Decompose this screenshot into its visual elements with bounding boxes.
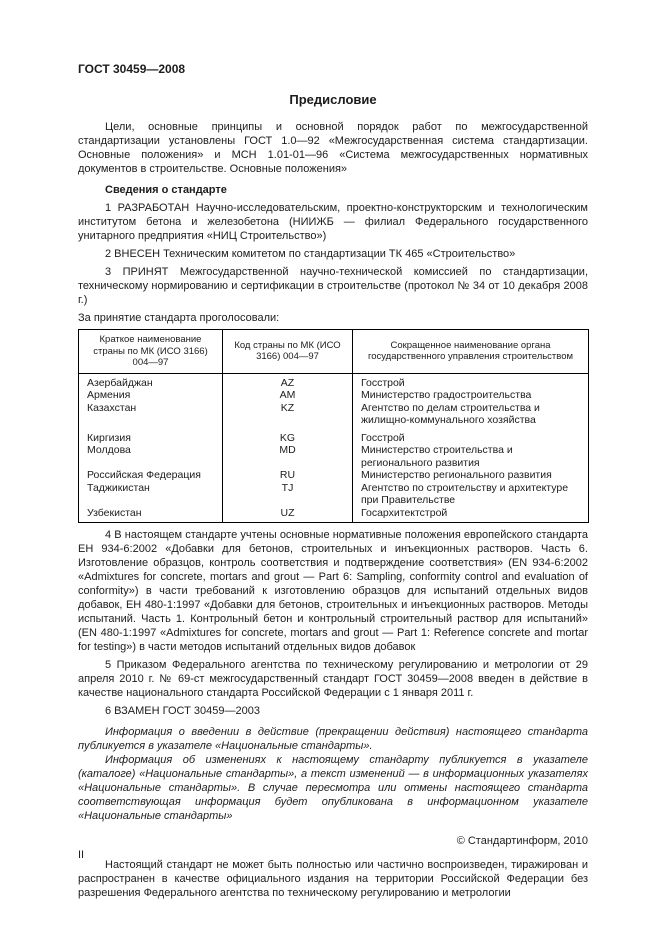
code-cell: AM	[223, 389, 353, 402]
country-cell: Российская Федерация	[87, 469, 201, 481]
info-publication-note-2: Информация об изменениях к настоящему стандарту публикуется в указателе (каталоге) «Национальные стандарты», а текст изменений — в информационных указателях «Национальные стандарты». В случае пересмотра или отмены настоящего стандарта соответствующая информация будет опубликована в информационном указателе «Национальные стандарты»	[78, 754, 588, 822]
table-row	[79, 402, 589, 427]
country-cell: Азербайджан	[87, 376, 153, 389]
country-cell: Узбекистан	[87, 506, 142, 519]
table-row	[79, 507, 589, 523]
agency-cell: Госстрой	[353, 373, 589, 389]
table-row	[79, 373, 589, 389]
code-cell: AZ	[223, 373, 353, 389]
vote-intro-line: За принятие стандарта проголосовали:	[78, 312, 280, 324]
country-cell: Киргизия	[87, 431, 131, 444]
page-content	[78, 62, 588, 900]
reproduction-restriction: Настоящий стандарт не может быть полностью или частично воспроизведен, тиражирован и распространен в качестве официального издания на территории Российской Федерации без разрешения Федерального агентства по техническому регулированию и метрологии	[78, 859, 588, 899]
country-cell: Таджикистан	[87, 481, 150, 494]
doc-number: ГОСТ 30459—2008	[78, 62, 186, 76]
agency-cell: Агентство по делам строительства и жилищно-коммунального хозяйства	[353, 402, 589, 427]
table-row	[79, 482, 589, 507]
table-header-row	[79, 330, 589, 374]
agency-cell: Госархитектстрой	[353, 507, 589, 523]
agency-cell: Агентство по строительству и архитектуре при Правительстве	[353, 482, 589, 507]
item-replaces: 6 ВЗАМЕН ГОСТ 30459—2003	[105, 705, 260, 717]
item-order-enactment: 5 Приказом Федерального агентства по техническому регулированию и метрологии от 29 апреля 2010 г. № 69-ст межгосударственный стандарт ГОСТ 30459—2008 введен в действие в качестве национального стандарта Российской Федерации с 1 января 2011 г.	[78, 659, 588, 699]
page-title: Предисловие	[289, 92, 377, 107]
standard-info-heading: Сведения о стандарте	[105, 184, 227, 196]
item-developed: 1 РАЗРАБОТАН Научно-исследовательским, проектно-конструкторским и технологическим институтом бетона и железобетона (НИИЖБ — филиал Федерального государственного унитарного предприятия «НИЦ Строительство»)	[78, 202, 588, 242]
table-header-code: Код страны по МК (ИСО 3166) 004—97	[223, 330, 353, 374]
voting-table	[78, 329, 589, 523]
code-cell: TJ	[223, 482, 353, 507]
agency-cell: Министерство строительства и регионального развития	[353, 444, 589, 469]
code-cell: KG	[223, 427, 353, 445]
table-row	[79, 427, 589, 445]
info-publication-note-1: Информация о введении в действие (прекращении действия) настоящего стандарта публикуется в указателе «Национальные стандарты».	[78, 726, 588, 752]
table-row	[79, 444, 589, 469]
agency-cell: Госстрой	[353, 427, 589, 445]
table-header-country: Краткое наименование страны по МК (ИСО 3166) 004—97	[79, 330, 223, 374]
agency-cell: Министерство градостроительства	[353, 389, 589, 402]
intro-paragraph: Цели, основные принципы и основной порядок работ по межгосударственной стандартизации установлены ГОСТ 1.0—92 «Межгосударственная система стандартизации. Основные положения» и МСН 1.01-01—96 «Система межгосударственных нормативных документов в строительстве. Основные положения»	[78, 121, 588, 175]
agency-cell: Министерство регионального развития	[353, 469, 589, 482]
code-cell: UZ	[223, 507, 353, 523]
country-cell: Молдова	[87, 444, 131, 456]
item-submitted: 2 ВНЕСЕН Техническим комитетом по стандартизации ТК 465 «Строительство»	[105, 248, 516, 260]
item-adopted: 3 ПРИНЯТ Межгосударственной научно-технической комиссией по стандартизации, техническому нормированию и сертификации в строительстве (протокол № 34 от 10 декабря 2008 г.)	[78, 266, 588, 306]
country-cell: Казахстан	[87, 401, 137, 414]
page-number: II	[78, 849, 85, 861]
table-row	[79, 469, 589, 482]
code-cell: RU	[223, 469, 353, 482]
table-row	[79, 389, 589, 402]
copyright-line: © Стандартинформ, 2010	[456, 835, 588, 847]
item-european-standards: 4 В настоящем стандарте учтены основные нормативные положения европейского стандарта ЕН 934-6:2002 «Добавки для бетонов, строительных и инъекционных растворов. Часть 6. Изготовление образцов, контроль соответствия и подтверждение соответствия» (EN 934-6:2002 «Admixtures for concrete, mortars and grout — Part 6: Sampling, conformity control and evaluation of conformity») в части требований к изготовлению образцов для испытаний отдельных видов добавок, ЕН 480-1:1997 «Добавки для бетонов, строительных и инъекционных растворов. Методы испытаний. Часть 1. Контрольный бетон и контрольный строительный раствор для испытаний» (EN 480-1:1997 «Admixtures for concrete, mortars and grout — Part 1: Reference concrete and mortar for testing») в части методов испытаний отдельных видов добавок	[78, 529, 588, 653]
code-cell: KZ	[223, 402, 353, 427]
code-cell: MD	[223, 444, 353, 469]
country-cell: Армения	[87, 389, 131, 401]
table-header-agency: Сокращенное наименование органа государственного управления строительством	[353, 330, 589, 374]
